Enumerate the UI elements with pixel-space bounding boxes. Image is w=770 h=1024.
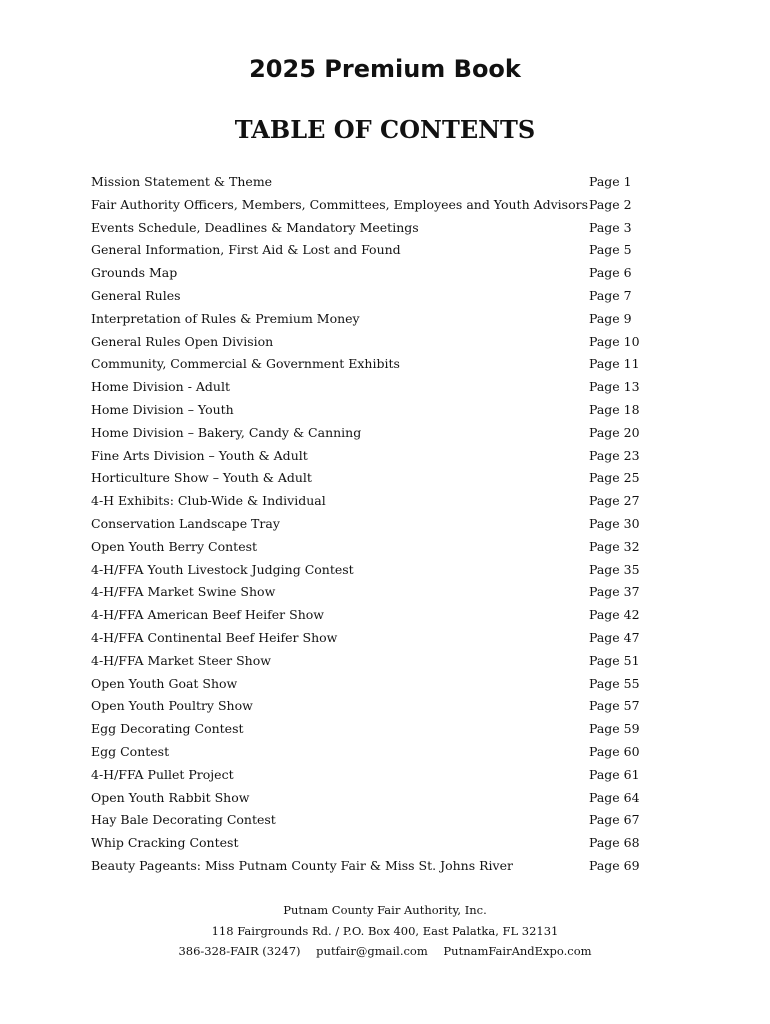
- toc-entry: [91, 650, 651, 673]
- toc-entry-page: Page 57: [589, 698, 640, 714]
- toc-entry: [91, 308, 651, 331]
- toc-entry: [91, 239, 651, 262]
- toc-entry-title: Fine Arts Division – Youth & Adult: [91, 447, 308, 463]
- toc-entry: [91, 581, 651, 604]
- toc-entry-title: Interpretation of Rules & Premium Money: [91, 310, 360, 326]
- toc-entry: [91, 627, 651, 650]
- toc-entry: [91, 217, 651, 240]
- toc-entry-page: Page 23: [589, 447, 640, 463]
- toc-entry-page: Page 61: [589, 766, 640, 782]
- toc-entry-title: Egg Contest: [91, 743, 170, 759]
- toc-entry-title: Conservation Landscape Tray: [91, 515, 280, 531]
- toc-entry: [91, 695, 651, 718]
- toc-entry-page: Page 6: [589, 265, 632, 281]
- toc-entry-page: Page 20: [589, 424, 640, 440]
- footer-address: 118 Fairgrounds Rd. / P.O. Box 400, East Palatka, FL 32131: [211, 923, 559, 938]
- toc-entry-page: Page 30: [589, 515, 640, 531]
- toc-entry: [91, 536, 651, 559]
- footer-email[interactable]: putfair@gmail.com: [316, 944, 428, 958]
- toc-entry-title: Events Schedule, Deadlines & Mandatory Meetings: [91, 219, 419, 235]
- toc-entry-title: Home Division – Bakery, Candy & Canning: [91, 424, 362, 440]
- toc-entry-title: Home Division - Adult: [91, 379, 230, 395]
- toc-entry-title: 4-H/FFA American Beef Heifer Show: [91, 607, 324, 623]
- toc-entry-title: General Rules: [91, 287, 181, 303]
- footer-contacts: [0, 941, 770, 962]
- toc-entry-title: 4-H/FFA Market Steer Show: [91, 652, 271, 668]
- toc-entry-title: Open Youth Poultry Show: [91, 698, 253, 714]
- toc-entry-title: Mission Statement & Theme: [91, 174, 273, 189]
- toc-entry-page: Page 27: [589, 493, 640, 509]
- toc-entry: [91, 262, 651, 285]
- toc-entry-page: Page 5: [589, 242, 632, 258]
- footer: [0, 900, 770, 962]
- toc-list: [91, 171, 651, 878]
- toc-entry: [91, 741, 651, 764]
- toc-entry: [91, 513, 651, 536]
- page-title: 2025 Premium Book: [249, 55, 521, 83]
- toc-entry-title: 4-H/FFA Continental Beef Heifer Show: [91, 629, 338, 645]
- toc-entry-page: Page 10: [589, 333, 640, 349]
- toc-entry: [91, 604, 651, 627]
- toc-entry-page: Page 11: [589, 356, 640, 372]
- footer-organization: Putnam County Fair Authority, Inc.: [283, 903, 487, 917]
- toc-entry-page: Page 35: [589, 561, 640, 577]
- toc-entry-page: Page 60: [589, 743, 640, 759]
- toc-entry-page: Page 67: [589, 812, 640, 828]
- toc-entry: [91, 718, 651, 741]
- toc-entry-page: Page 68: [589, 835, 640, 851]
- toc-entry: [91, 422, 651, 445]
- toc-entry-title: Community, Commercial & Government Exhibits: [91, 356, 400, 372]
- toc-entry: [91, 855, 651, 878]
- footer-phone: 386-328-FAIR (3247): [178, 944, 301, 958]
- toc-entry-title: Grounds Map: [91, 265, 178, 281]
- toc-entry-title: Open Youth Berry Contest: [91, 538, 258, 554]
- toc-entry-title: Fair Authority Officers, Members, Committees, Employees and Youth Advisors: [91, 196, 589, 212]
- toc-entry-title: Home Division – Youth: [91, 401, 234, 417]
- toc-entry-title: Whip Cracking Contest: [91, 835, 239, 851]
- toc-entry: [91, 673, 651, 696]
- toc-entry: [91, 445, 651, 468]
- toc-entry-page: Page 69: [589, 857, 640, 873]
- footer-website[interactable]: PutnamFairAndExpo.com: [443, 944, 592, 958]
- toc-entry: [91, 467, 651, 490]
- toc-entry-title: Horticulture Show – Youth & Adult: [91, 470, 312, 486]
- toc-entry-page: Page 59: [589, 721, 640, 737]
- toc-entry-page: Page 1: [589, 174, 632, 189]
- toc-entry-page: Page 51: [589, 652, 640, 668]
- toc-entry: [91, 194, 651, 217]
- toc-entry-title: 4-H/FFA Market Swine Show: [91, 584, 276, 600]
- toc-entry-title: 4-H/FFA Pullet Project: [91, 766, 234, 782]
- toc-entry-title: Beauty Pageants: Miss Putnam County Fair & Miss St. Johns River: [91, 857, 513, 873]
- toc-entry-title: General Information, First Aid & Lost and Found: [91, 242, 401, 258]
- toc-entry: [91, 376, 651, 399]
- toc-entry-page: Page 42: [589, 607, 640, 623]
- toc-entry: [91, 832, 651, 855]
- toc-entry-page: Page 2: [589, 196, 632, 212]
- toc-entry: [91, 559, 651, 582]
- toc-entry-page: Page 64: [589, 789, 640, 805]
- toc-entry: [91, 764, 651, 787]
- toc-entry-page: Page 32: [589, 538, 640, 554]
- toc-entry-page: Page 13: [589, 379, 640, 395]
- toc-entry-page: Page 9: [589, 310, 632, 326]
- toc-entry-title: 4-H/FFA Youth Livestock Judging Contest: [91, 561, 354, 577]
- toc-entry-title: 4-H Exhibits: Club-Wide & Individual: [91, 493, 326, 509]
- toc-entry-page: Page 25: [589, 470, 640, 486]
- toc-entry: [91, 787, 651, 810]
- toc-entry-page: Page 37: [589, 584, 640, 600]
- toc-entry: [91, 399, 651, 422]
- toc-heading: TABLE OF CONTENTS: [234, 115, 536, 144]
- toc-entry: [91, 353, 651, 376]
- toc-entry-page: Page 47: [589, 629, 640, 645]
- toc-entry-title: Open Youth Rabbit Show: [91, 789, 250, 805]
- toc-entry: [91, 331, 651, 354]
- toc-entry-title: Open Youth Goat Show: [91, 675, 238, 691]
- toc-entry-title: Hay Bale Decorating Contest: [91, 812, 276, 828]
- toc-entry-page: Page 3: [589, 219, 632, 235]
- toc-entry: [91, 809, 651, 832]
- toc-entry-page: Page 55: [589, 675, 640, 691]
- toc-entry-page: Page 7: [589, 287, 632, 303]
- toc-entry-page: Page 18: [589, 401, 640, 417]
- toc-entry: [91, 285, 651, 308]
- toc-entry-title: Egg Decorating Contest: [91, 721, 244, 737]
- toc-entry-title: General Rules Open Division: [91, 333, 274, 349]
- toc-entry: [91, 171, 651, 194]
- toc-entry: [91, 490, 651, 513]
